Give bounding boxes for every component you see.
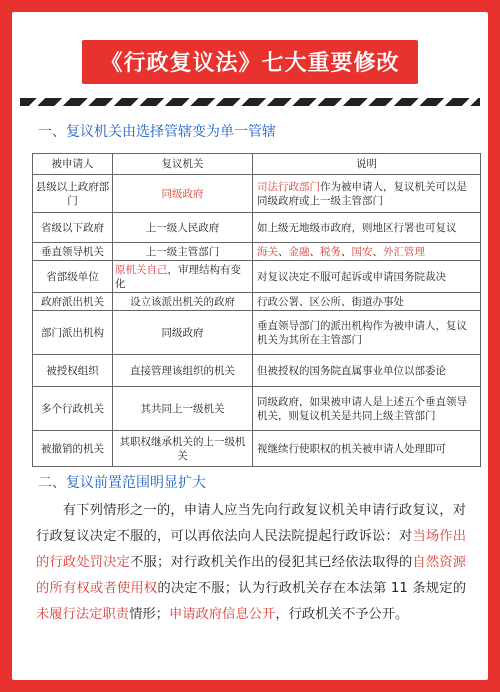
header-respondent: 被申请人 bbox=[33, 154, 113, 175]
body-paragraph: 有下列情形之一的，申请人应当先向行政复议机关申请行政复议，对行政复议决定不服的，可以再依法向人民法院提起行政诉讼：对当场作出的行政处罚决定不服；对行政机关作出的侵犯其已经依法取得的自然资源的所有权或者使用权的决定不服；认为行政机关存在本法第 11 条规定的未履行法定职责情形；申请政府信息公开，行政机关不予公开。 bbox=[36, 503, 467, 622]
table-row: 垂直领导机关 上一级主管部门 海关、金融、税务、国安、外汇管理 bbox=[33, 243, 481, 261]
section-2-heading: 二、复议前置范围明显扩大 bbox=[38, 475, 206, 491]
table-header-row bbox=[33, 154, 481, 175]
header-authority: 复议机关 bbox=[113, 154, 253, 175]
table-row: 省部级单位 原机关自己，审理结构有变化 对复议决定不服可起诉或申请国务院裁决 bbox=[33, 261, 481, 293]
jurisdiction-table bbox=[32, 153, 481, 467]
table-row: 被授权组织 直接管理该组织的机关 但被授权的国务院直属事业单位以部委论 bbox=[33, 355, 481, 387]
table-row: 被撤销的机关 其职权继承机关的上一级机关 视继续行使职权的机关被申请人处理即可 bbox=[33, 431, 481, 467]
striped-divider bbox=[20, 98, 480, 106]
document-card bbox=[12, 12, 488, 680]
table-row: 部门派出机构 同级政府 垂直领导部门的派出机构作为被申请人，复议机关为其所在主管部门 bbox=[33, 311, 481, 355]
table-row: 省级以下政府 上一级人民政府 如上级无地级市政府，则地区行署也可复议 bbox=[33, 213, 481, 243]
table-row: 政府派出机关 设立该派出机关的政府 行政公署、区公所、街道办事处 bbox=[33, 293, 481, 311]
page-title: 《行政复议法》七大重要修改 bbox=[82, 40, 417, 84]
table-row: 多个行政机关 其共同上一级机关 同级政府，如果被申请人是上述五个垂直领导机关，则复议机关是共同上级主管部门 bbox=[33, 387, 481, 431]
table-row: 县级以上政府部门 同级政府 司法行政部门作为被申请人，复议机关可以是同级政府或上一级主管部门 bbox=[33, 175, 481, 213]
section-1-heading: 一、复议机关由选择管辖变为单一管辖 bbox=[38, 124, 276, 140]
header-note: 说明 bbox=[253, 154, 481, 175]
